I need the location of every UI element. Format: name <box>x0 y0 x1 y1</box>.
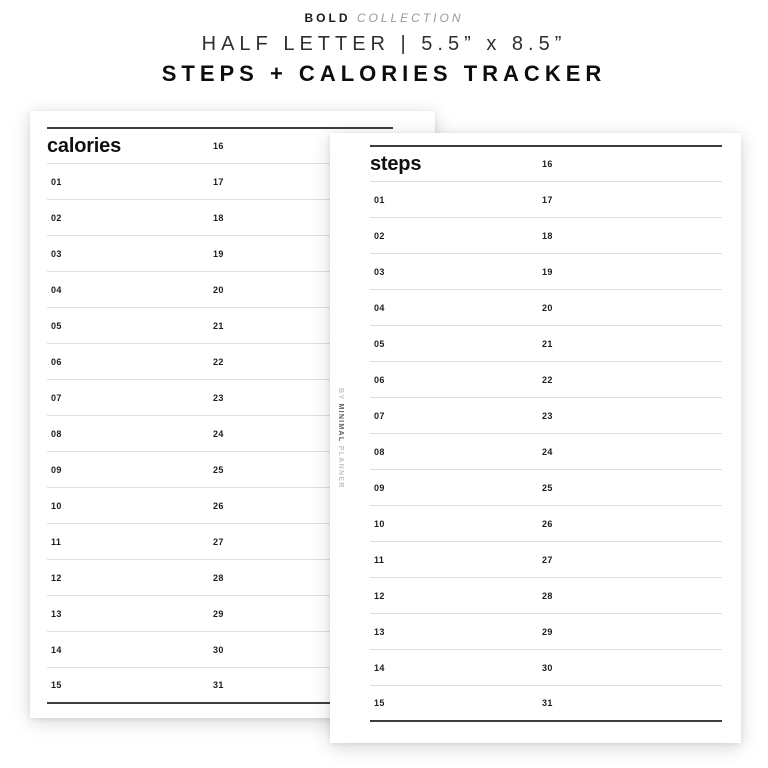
tracker-row <box>370 470 722 506</box>
tracker-row <box>370 254 722 290</box>
day-number-right: 17 <box>213 176 224 187</box>
day-number-right: 24 <box>542 446 553 457</box>
day-number-left: 01 <box>51 176 62 187</box>
day-number-left: 07 <box>374 410 385 421</box>
day-number-right: 29 <box>213 608 224 619</box>
steps-table-header <box>370 145 722 182</box>
day-number-right: 16 <box>542 159 553 169</box>
tracker-row <box>370 326 722 362</box>
day-number-right: 17 <box>542 194 553 205</box>
day-number-right: 27 <box>213 536 224 547</box>
day-number-right: 31 <box>213 680 224 690</box>
day-number-right: 20 <box>213 284 224 295</box>
day-number-left: 08 <box>51 428 62 439</box>
day-number-left: 08 <box>374 446 385 457</box>
collection-name: BOLD <box>304 11 351 25</box>
day-number-right: 21 <box>542 338 553 349</box>
watermark-suffix: PLANNER <box>337 442 344 489</box>
tracker-row <box>370 182 722 218</box>
day-number-right: 31 <box>542 698 553 708</box>
day-number-right: 28 <box>213 572 224 583</box>
steps-table <box>370 145 722 722</box>
watermark-brand: MINIMAL <box>337 403 344 443</box>
day-number-right: 16 <box>213 141 224 151</box>
day-number-left: 07 <box>51 392 62 403</box>
collection-word: COLLECTION <box>356 11 464 25</box>
watermark <box>337 388 344 488</box>
day-number-right: 19 <box>213 248 224 259</box>
size-subtitle: HALF LETTER | 5.5” x 8.5” <box>201 33 567 55</box>
tracker-row <box>370 506 722 542</box>
day-number-left: 02 <box>51 212 62 223</box>
day-number-left: 09 <box>374 482 385 493</box>
day-number-right: 23 <box>542 410 553 421</box>
day-number-right: 22 <box>542 374 553 385</box>
tracker-row <box>370 542 722 578</box>
day-number-left: 13 <box>374 626 385 637</box>
tracker-row <box>370 362 722 398</box>
tracker-row <box>370 290 722 326</box>
tracker-row <box>370 218 722 254</box>
tracker-row <box>370 578 722 614</box>
day-number-right: 25 <box>542 482 553 493</box>
day-number-left: 06 <box>374 374 385 385</box>
day-number-right: 30 <box>542 662 553 673</box>
tracker-row <box>370 614 722 650</box>
tracker-row <box>370 650 722 686</box>
day-number-left: 12 <box>51 572 62 583</box>
day-number-left: 01 <box>374 194 385 205</box>
steps-page <box>330 133 741 743</box>
day-number-left: 06 <box>51 356 62 367</box>
day-number-left: 04 <box>374 302 385 313</box>
tracker-row <box>370 686 722 722</box>
day-number-left: 02 <box>374 230 385 241</box>
day-number-right: 26 <box>542 518 553 529</box>
steps-title: steps <box>370 152 422 175</box>
day-number-left: 15 <box>374 698 385 708</box>
product-title: STEPS + CALORIES TRACKER <box>161 61 607 86</box>
day-number-left: 15 <box>51 680 62 690</box>
day-number-right: 20 <box>542 302 553 313</box>
day-number-left: 03 <box>51 248 62 259</box>
day-number-right: 30 <box>213 644 224 655</box>
day-number-right: 28 <box>542 590 553 601</box>
calories-title: calories <box>47 134 122 157</box>
steps-rows <box>370 182 722 722</box>
day-number-right: 25 <box>213 464 224 475</box>
day-number-left: 12 <box>374 590 385 601</box>
day-number-left: 14 <box>51 644 62 655</box>
day-number-right: 29 <box>542 626 553 637</box>
day-number-right: 23 <box>213 392 224 403</box>
day-number-left: 09 <box>51 464 62 475</box>
day-number-right: 19 <box>542 266 553 277</box>
day-number-right: 18 <box>542 230 553 241</box>
day-number-left: 05 <box>51 320 62 331</box>
day-number-left: 10 <box>51 500 62 511</box>
tracker-row <box>370 434 722 470</box>
day-number-right: 26 <box>213 500 224 511</box>
day-number-right: 24 <box>213 428 224 439</box>
day-number-right: 22 <box>213 356 224 367</box>
day-number-left: 10 <box>374 518 385 529</box>
day-number-left: 13 <box>51 608 62 619</box>
collection-header <box>0 11 768 25</box>
day-number-left: 11 <box>51 536 62 547</box>
watermark-prefix: BY <box>337 388 344 404</box>
day-number-left: 03 <box>374 266 385 277</box>
day-number-right: 27 <box>542 554 553 565</box>
day-number-right: 18 <box>213 212 224 223</box>
day-number-left: 04 <box>51 284 62 295</box>
day-number-left: 05 <box>374 338 385 349</box>
day-number-left: 14 <box>374 662 385 673</box>
day-number-left: 11 <box>374 554 385 565</box>
tracker-row <box>370 398 722 434</box>
day-number-right: 21 <box>213 320 224 331</box>
